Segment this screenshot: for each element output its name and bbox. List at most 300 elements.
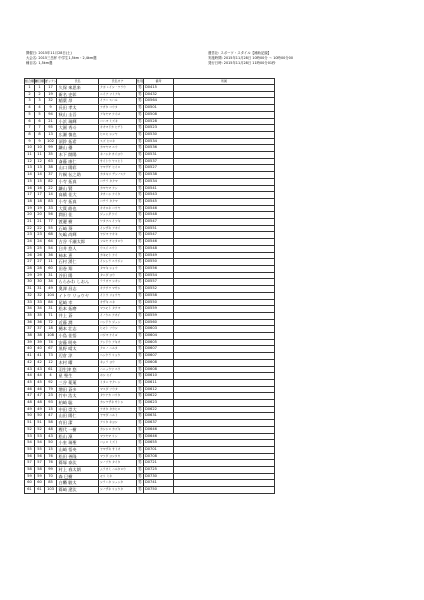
runner-note: D0701 [144, 446, 174, 453]
runner-kana: オオヌキ コウヤ [99, 205, 137, 212]
runner-sex: 男 [137, 219, 144, 226]
bib-number: 68 [45, 232, 57, 239]
overall-rank: 21 [25, 219, 35, 226]
category-rank: 26 [35, 252, 45, 259]
category-rank: 52 [35, 426, 45, 433]
overall-rank: 42 [25, 359, 35, 366]
runner-name: 石村 湧仁 [57, 259, 99, 266]
category-rank: 43 [35, 366, 45, 373]
runner-affiliation [174, 111, 275, 118]
bib-number: 72 [45, 319, 57, 326]
overall-rank: 31 [25, 286, 35, 293]
table-row [25, 252, 275, 259]
runner-note: D0534 [144, 138, 174, 145]
table-row [25, 98, 275, 105]
runner-kana: ヤマザキ サトオ [99, 446, 137, 453]
overall-rank: 29 [25, 272, 35, 279]
runner-name: ららかわ しおん [57, 279, 99, 286]
category-rank: 51 [35, 420, 45, 427]
runner-note: D0550 [144, 299, 174, 306]
runner-kana: ナガタ コウタ [99, 105, 137, 112]
category-rank: 49 [35, 406, 45, 413]
category-rank: 56 [35, 453, 45, 460]
runner-name: 大貫 皓也 [57, 205, 99, 212]
runner-affiliation [174, 91, 275, 98]
category-rank: 31 [35, 286, 45, 293]
runner-sex: 男 [137, 192, 144, 199]
table-row [25, 446, 275, 453]
runner-sex: 男 [137, 379, 144, 386]
category-name: 種目名: 1,5km選 [26, 60, 53, 65]
table-row [25, 359, 275, 366]
runner-name: 近藤 潤 [57, 319, 99, 326]
table-row [25, 91, 275, 98]
bib-number: 108 [45, 333, 57, 340]
runner-affiliation [174, 386, 275, 393]
runner-sex: 男 [137, 306, 144, 313]
bib-number: 64 [45, 239, 57, 246]
col-kana: 氏名カナ [99, 79, 137, 85]
overall-rank: 36 [25, 319, 35, 326]
runner-note: D0608 [144, 366, 174, 373]
overall-rank: 26 [25, 252, 35, 259]
runner-sex: 男 [137, 91, 144, 98]
bib-number: 67 [45, 346, 57, 353]
runner-kana: マツダ ヨシタカ [99, 453, 137, 460]
bib-number: 49 [45, 286, 57, 293]
table-row [25, 319, 275, 326]
bib-number: 4 [45, 373, 57, 380]
runner-name: 白幡 駿太 [57, 480, 99, 487]
overall-rank: 55 [25, 446, 35, 453]
overall-rank: 25 [25, 245, 35, 252]
category-rank: 7 [35, 125, 45, 132]
sheet-header [24, 50, 400, 79]
table-row [25, 426, 275, 433]
overall-rank: 18 [25, 198, 35, 205]
overall-rank: 9 [25, 138, 35, 145]
bib-number: 95 [45, 125, 57, 132]
runner-name: 羽生津 悠 [57, 366, 99, 373]
runner-name: 小島 佳悟 [57, 333, 99, 340]
runner-name: 山口 陽彩 [57, 165, 99, 172]
bib-number: 32 [45, 98, 57, 105]
overall-rank: 33 [25, 299, 35, 306]
bib-number: 54 [45, 245, 57, 252]
runner-affiliation [174, 339, 275, 346]
runner-sex: 男 [137, 460, 144, 467]
overall-rank: 56 [25, 453, 35, 460]
runner-affiliation [174, 165, 275, 172]
runner-note: D0604 [144, 333, 174, 340]
runner-kana: シノヅカ タイタ [99, 460, 137, 467]
table-row [25, 178, 275, 185]
bib-number: 33 [45, 205, 57, 212]
issued-time: 発行日時: 2015年11月28日 11時00分01秒 [208, 60, 276, 65]
runner-note: D0547 [144, 232, 174, 239]
runner-note: D0631 [144, 413, 174, 420]
runner-name: 秋山 圭吾 [57, 111, 99, 118]
runner-affiliation [174, 272, 275, 279]
runner-kana: ヤマダ ハルト [99, 413, 137, 420]
runner-note: D0501 [144, 105, 174, 112]
runner-sex: 男 [137, 178, 144, 185]
table-row [25, 420, 275, 427]
runner-name: 渡邊 樹 [57, 219, 99, 226]
runner-kana: クロノ ハルタ [99, 346, 137, 353]
runner-note: D0646 [144, 433, 174, 440]
runner-note: D0538 [144, 172, 174, 179]
category-rank: 47 [35, 393, 45, 400]
runner-affiliation [174, 239, 275, 246]
runner-name: 臼井 悠人 [57, 245, 99, 252]
col-name: 氏名 [57, 79, 99, 85]
category-rank: 2 [35, 91, 45, 98]
category-rank: 60 [35, 480, 45, 487]
runner-sex: 男 [137, 292, 144, 299]
runner-sex: 男 [137, 212, 144, 219]
runner-name: 古谷 千瀬太郎 [57, 239, 99, 246]
table-row [25, 198, 275, 205]
table-row [25, 111, 275, 118]
table-row [25, 346, 275, 353]
runner-kana: イシムラ ユウジン [99, 259, 137, 266]
runner-affiliation [174, 125, 275, 132]
overall-rank: 39 [25, 339, 35, 346]
runner-sex: 男 [137, 446, 144, 453]
runner-note: D0622 [144, 393, 174, 400]
runner-kana: カシワザキ サトシ [99, 400, 137, 407]
runner-sex: 男 [137, 172, 144, 179]
table-row [25, 406, 275, 413]
runner-sex: 男 [137, 312, 144, 319]
runner-kana: コハマ ミズキ [99, 118, 137, 125]
table-row [25, 366, 275, 373]
table-body [25, 85, 275, 494]
runner-sex: 男 [137, 426, 144, 433]
bib-number: 18 [45, 326, 57, 333]
runner-affiliation [174, 292, 275, 299]
bib-number: 19 [45, 91, 57, 98]
table-row [25, 158, 275, 165]
overall-rank: 3 [25, 98, 35, 105]
runner-kana: イトウ リョウヤ [99, 292, 137, 299]
runner-affiliation [174, 333, 275, 340]
runner-kana: ヒロセ シンヤ [99, 131, 137, 138]
runner-kana: アキヤマ ケイゴ [99, 111, 137, 118]
col-bib: ゼッケン [45, 79, 57, 83]
runner-kana: ヘンクラ リョウ [99, 353, 137, 360]
category-rank: 4 [35, 105, 45, 112]
runner-sex: 男 [137, 467, 144, 474]
overall-rank: 54 [25, 440, 35, 447]
table-row [25, 467, 275, 474]
runner-name: 森 巳樹 [57, 473, 99, 480]
runner-note: D0552 [144, 286, 174, 293]
category-rank: 16 [35, 185, 45, 192]
bib-number: 79 [45, 386, 57, 393]
overall-rank: 32 [25, 292, 35, 299]
col-category-rank: 種目順位 [35, 79, 48, 83]
overall-rank: 48 [25, 400, 35, 407]
runner-kana: クボ レイシ・ワラウ [99, 85, 137, 92]
category-rank: 22 [35, 225, 45, 232]
runner-name: 須鈴 拓希 [57, 138, 99, 145]
overall-rank: 61 [25, 487, 35, 494]
runner-name: 長田 孝太 [57, 105, 99, 112]
runner-affiliation [174, 359, 275, 366]
runner-sex: 男 [137, 165, 144, 172]
runner-affiliation [174, 312, 275, 319]
overall-rank: 37 [25, 326, 35, 333]
runner-affiliation [174, 252, 275, 259]
bib-number: 34 [45, 279, 57, 286]
category-rank: 17 [35, 192, 45, 199]
runner-affiliation [174, 259, 275, 266]
runner-kana: ヤマグチ ヒイロ [99, 165, 137, 172]
category-rank: 46 [35, 386, 45, 393]
results-table [24, 78, 275, 494]
runner-affiliation [174, 192, 275, 199]
runner-name: 柿本 恵 [57, 252, 99, 259]
category-rank: 24 [35, 239, 45, 246]
table-row [25, 125, 275, 132]
runner-name: 矢嶋 尚輝 [57, 232, 99, 239]
runner-note: D0603 [144, 326, 174, 333]
overall-rank: 10 [25, 145, 35, 152]
category-rank: 41 [35, 353, 45, 360]
overall-rank: 15 [25, 178, 35, 185]
runner-name: 奥澤 昌志 [57, 286, 99, 293]
runner-note: D0527 [144, 165, 174, 172]
runner-sex: 男 [137, 259, 144, 266]
bib-number: 37 [45, 172, 57, 179]
runner-note: D0607 [144, 353, 174, 360]
category-rank: 11 [35, 152, 45, 159]
runner-name: 稲葉 昂 [57, 98, 99, 105]
bib-number: 15 [45, 446, 57, 453]
table-row [25, 259, 275, 266]
runner-note: D0508 [144, 111, 174, 118]
overall-rank: 35 [25, 312, 35, 319]
runner-affiliation [174, 319, 275, 326]
category-rank: 38 [35, 333, 45, 340]
runner-note: D0560 [144, 319, 174, 326]
runner-affiliation [174, 299, 275, 306]
runner-name: 尾崎 幸 [57, 299, 99, 306]
runner-kana: マツモト タクマ [99, 306, 137, 313]
runner-kana: イシザキ アオイ [99, 225, 137, 232]
bib-number: 102 [45, 138, 57, 145]
start-time: 実施時間: 2015年11月28日 10時00分 ～ 10時00分00 [208, 55, 293, 60]
runner-name: 辺倉 涼 [57, 353, 99, 360]
runner-kana: マツヤマ リン [99, 433, 137, 440]
runner-affiliation [174, 286, 275, 293]
category-rank: 14 [35, 172, 45, 179]
overall-rank: 6 [25, 118, 35, 125]
runner-name: 久保 來思来 [57, 85, 99, 92]
runner-name: 松田 善隆 [57, 453, 99, 460]
category-rank: 35 [35, 312, 45, 319]
category-rank: 50 [35, 413, 45, 420]
runner-kana: オクサワ マサシ [99, 286, 137, 293]
runner-affiliation [174, 219, 275, 226]
overall-rank: 2 [25, 91, 35, 98]
runner-name: 斎藤 康仁 [57, 158, 99, 165]
category-rank: 36 [35, 319, 45, 326]
runner-kana: コンドウ ジュン [99, 319, 137, 326]
runner-kana: オザキ ユキ [99, 299, 137, 306]
runner-kana: サイトウ ヤスヒト [99, 158, 137, 165]
runner-kana: スズ ヒロキ [99, 138, 137, 145]
bib-number: 13 [45, 131, 57, 138]
table-row [25, 138, 275, 145]
runner-sex: 男 [137, 232, 144, 239]
overall-rank: 20 [25, 212, 35, 219]
runner-note: D0708 [144, 453, 174, 460]
runner-kana: ララカワ シオン [99, 279, 137, 286]
runner-name: 竹中 浩太 [57, 393, 99, 400]
runner-kana: キムラ ヨウ [99, 359, 137, 366]
bib-number: 104 [45, 292, 57, 299]
runner-sex: 男 [137, 353, 144, 360]
runner-name: 中田 崇大 [57, 406, 99, 413]
runner-sex: 男 [137, 205, 144, 212]
runner-note: D0622 [144, 406, 174, 413]
runner-affiliation [174, 366, 275, 373]
runner-note: D0415 [144, 85, 174, 92]
runner-sex: 男 [137, 333, 144, 340]
runner-name: 谷田 陽 [57, 272, 99, 279]
overall-rank: 59 [25, 473, 35, 480]
bib-number: 84 [45, 299, 57, 306]
runner-affiliation [174, 353, 275, 360]
table-row [25, 185, 275, 192]
runner-note: D0646 [144, 426, 174, 433]
overall-rank: 4 [25, 105, 35, 112]
runner-kana: カマヤマ ユウ [99, 145, 137, 152]
runner-affiliation [174, 98, 275, 105]
runner-kana: ナカタ タカヒロ [99, 406, 137, 413]
overall-rank: 16 [25, 185, 35, 192]
runner-note: D0741 [144, 480, 174, 487]
category-rank: 29 [35, 272, 45, 279]
runner-affiliation [174, 198, 275, 205]
col-sex: 性別 [137, 79, 144, 83]
runner-note: D0543 [144, 192, 174, 199]
table-row [25, 232, 275, 239]
runner-affiliation [174, 225, 275, 232]
table-row [25, 212, 275, 219]
table-row [25, 118, 275, 125]
runner-sex: 男 [137, 286, 144, 293]
runner-note: D0548 [144, 212, 174, 219]
runner-affiliation [174, 245, 275, 252]
runner-affiliation [174, 467, 275, 474]
runner-name: 木村 曜 [57, 359, 99, 366]
runner-note: D0549 [144, 252, 174, 259]
runner-sex: 男 [137, 319, 144, 326]
runner-name: 片桐 伝之助 [57, 172, 99, 179]
overall-rank: 8 [25, 131, 35, 138]
category-rank: 33 [35, 299, 45, 306]
runner-note: D0554 [144, 272, 174, 279]
overall-rank: 5 [25, 111, 35, 118]
table-row [25, 145, 275, 152]
runner-sex: 男 [137, 198, 144, 205]
runner-name: 田巻 翔 [57, 265, 99, 272]
overall-rank: 46 [25, 386, 35, 393]
overall-rank: 24 [25, 239, 35, 246]
runner-note: D0608 [144, 359, 174, 366]
table-row [25, 152, 275, 159]
runner-note: D0725 [144, 467, 174, 474]
runner-affiliation [174, 487, 275, 494]
category-rank: 40 [35, 346, 45, 353]
runner-name: 柏崎 聡 [57, 400, 99, 407]
runner-kana: ウスイ ユウト [99, 245, 137, 252]
bib-number: 82 [45, 178, 57, 185]
table-row [25, 353, 275, 360]
runner-sex: 男 [137, 406, 144, 413]
runner-affiliation [174, 413, 275, 420]
runner-kana: オオマドカ ヒデト [99, 125, 137, 132]
bib-number: 83 [45, 198, 57, 205]
overall-rank: 28 [25, 265, 35, 272]
category-rank: 18 [35, 198, 45, 205]
runner-note: D0556 [144, 265, 174, 272]
runner-kana: イノウエ アオイ [99, 312, 137, 319]
category-rank: 32 [35, 292, 45, 299]
bib-number: 61 [45, 366, 57, 373]
table-row [25, 453, 275, 460]
runner-sex: 男 [137, 359, 144, 366]
col-note: 備考 [144, 79, 174, 85]
runner-name: 髙橋 佳大 [57, 192, 99, 199]
table-row [25, 172, 275, 179]
runner-note: D0536 [144, 145, 174, 152]
runner-name: 安藤 明央 [57, 339, 99, 346]
bib-number: 47 [45, 413, 57, 420]
event-date: 開催日: 2015年11月28日(土) [26, 51, 72, 55]
overall-rank: 22 [25, 225, 35, 232]
runner-affiliation [174, 158, 275, 165]
overall-rank: 40 [25, 346, 35, 353]
runner-kana: シラハタ シュンタ [99, 480, 137, 487]
runner-kana: コテラ タクマ [99, 198, 137, 205]
category-rank: 48 [35, 400, 45, 407]
header-left [26, 51, 97, 65]
category-rank: 3 [35, 98, 45, 105]
runner-affiliation [174, 440, 275, 447]
runner-sex: 男 [137, 185, 144, 192]
runner-kana: ホシ セイ [99, 373, 137, 380]
runner-note: D0655 [144, 440, 174, 447]
category-rank: 54 [35, 440, 45, 447]
category-rank: 1 [35, 85, 45, 92]
runner-kana: アリタ キヨシ [99, 420, 137, 427]
runner-affiliation [174, 172, 275, 179]
runner-affiliation [174, 118, 275, 125]
runner-sex: 男 [137, 453, 144, 460]
runner-name: 黒野 晴太 [57, 346, 99, 353]
runner-sex: 男 [137, 413, 144, 420]
runner-name: 村上 春太朗 [57, 467, 99, 474]
bib-number: 38 [45, 165, 57, 172]
table-row [25, 480, 275, 487]
runner-sex: 男 [137, 111, 144, 118]
category-rank: 19 [35, 205, 45, 212]
